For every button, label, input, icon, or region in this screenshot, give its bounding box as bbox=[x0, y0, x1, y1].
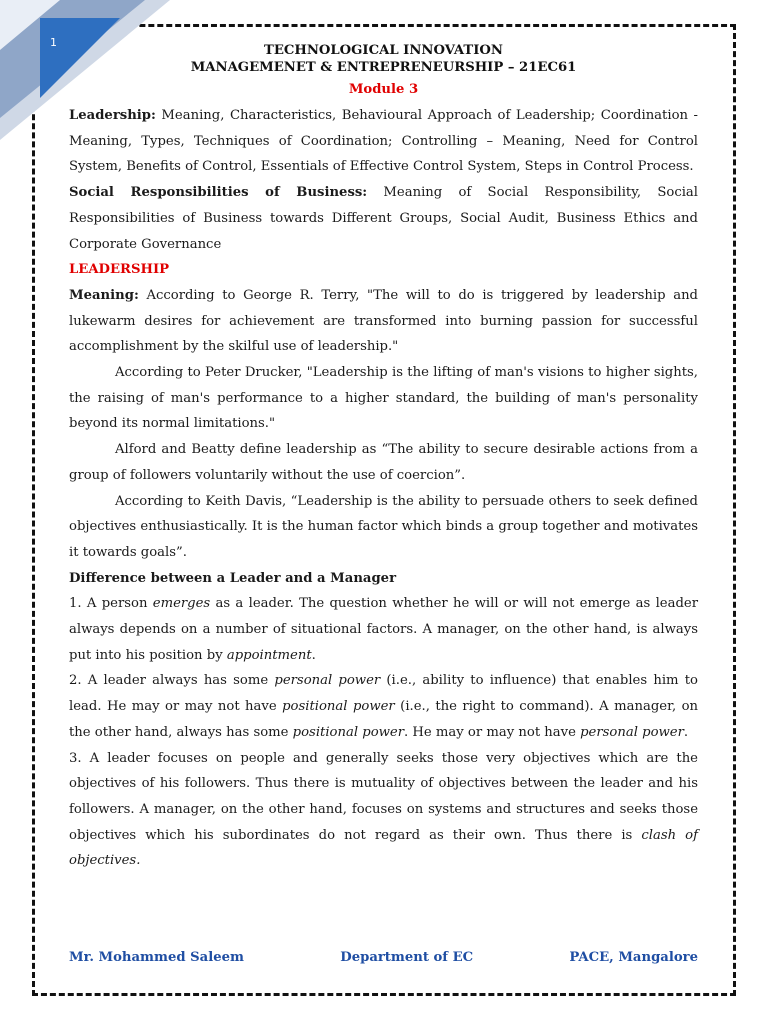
point2-text-c: (i.e., ability to influence) that enables him to lead. He may or may not have bbox=[69, 673, 698, 715]
point2-text-e: (i.e., the right to command). A manager, on the other hand, always has some bbox=[69, 699, 699, 740]
point2-text-a: 2. A leader always has some bbox=[69, 673, 275, 689]
point2-italic-positional-power-2: positional power bbox=[292, 724, 405, 740]
point1-italic-appointment: appointment bbox=[226, 647, 312, 663]
point3-text-a: 3. A leader focuses on people and generally seeks those very objectives which are the objectives of his followers. Thus there is mutuality of objectives between the leader and his followers. A manager, on the other hand, focuses on systems and structures and seeks those objectives which his subordinates do not regard as their own. Thus there is bbox=[69, 750, 698, 843]
meaning-paragraph bbox=[69, 283, 698, 360]
footer-institute: PACE, Mangalore bbox=[569, 950, 698, 965]
page-number: 1 bbox=[50, 36, 57, 49]
point1-text-e: . bbox=[311, 647, 316, 663]
point2-italic-positional-power: positional power bbox=[282, 699, 395, 715]
section-title: LEADERSHIP bbox=[69, 262, 170, 278]
meaning-label: Meaning: bbox=[69, 287, 139, 303]
difference-heading-text: Difference between a Leader and a Manager bbox=[69, 570, 397, 586]
point2-text-g: . He may or may not have bbox=[404, 724, 581, 740]
page-footer bbox=[69, 950, 698, 965]
syllabus-leadership-label: Leadership: bbox=[69, 108, 156, 123]
difference-point-3 bbox=[69, 746, 698, 875]
doc-title-line1: TECHNOLOGICAL INNOVATION bbox=[264, 43, 503, 58]
alford-paragraph: Alford and Beatty define leadership as “The ability to secure desirable actions from a group of followers voluntarily without the use of coercion”. bbox=[69, 442, 698, 483]
footer-author: Mr. Mohammed Saleem bbox=[69, 950, 244, 965]
difference-heading bbox=[69, 566, 698, 592]
difference-point-1 bbox=[69, 591, 698, 668]
footer-department: Department of EC bbox=[340, 950, 474, 965]
doc-title-line2: MANAGEMENET & ENTREPRENEURSHIP – 21EC61 bbox=[190, 60, 577, 75]
syllabus-social-label: Social Responsibilities of Business: bbox=[69, 185, 368, 201]
document-body bbox=[69, 42, 698, 874]
syllabus-social-text: Meaning of Social Responsibility, Social Responsibilities of Business towards Different Groups, Social Audit, Business Ethics and Corporate Governance bbox=[69, 185, 698, 252]
terry-quote: According to George R. Terry, "The will to do is triggered by leadership and lukewarm desires for achievement are transformed into burning passion for successful accomplishment by the skilful use of leadership." bbox=[69, 287, 698, 355]
point2-italic-personal-power-2: personal power bbox=[580, 724, 684, 740]
point3-italic-clash: clash of objectives. bbox=[69, 827, 698, 869]
point1-italic-emerges: emerges bbox=[152, 596, 211, 612]
syllabus-social bbox=[69, 180, 698, 257]
point1-text-c: as a leader. The question whether he will or will not emerge as leader always depends on a number of situational factors. A manager, on the other hand, is always put into his position by bbox=[69, 596, 698, 663]
point1-text-a: 1. A person bbox=[69, 596, 153, 612]
difference-point-2 bbox=[69, 668, 698, 745]
syllabus-leadership-text: Meaning, Characteristics, Behavioural Approach of Leadership; Coordination - Meaning, Types, Techniques of Coordination; Controlling – Meaning, Need for Control System, Benefits of Control, Essentials of Effective Control System, Steps in Control Process. bbox=[69, 108, 698, 175]
davis-paragraph: According to Keith Davis, “Leadership is the ability to persuade others to seek defined objectives enthusiastically. It is the human factor which binds a group together and motivates it towards goals”. bbox=[69, 493, 698, 560]
point2-italic-personal-power: personal power bbox=[274, 673, 381, 689]
drucker-paragraph: According to Peter Drucker, "Leadership is the lifting of man's visions to higher sights, the raising of man's performance to a higher standard, the building of man's personality beyond its normal limitations." bbox=[69, 365, 698, 432]
point2-text-i: . bbox=[683, 724, 689, 740]
syllabus-leadership bbox=[69, 103, 698, 180]
module-title: Module 3 bbox=[348, 82, 419, 97]
